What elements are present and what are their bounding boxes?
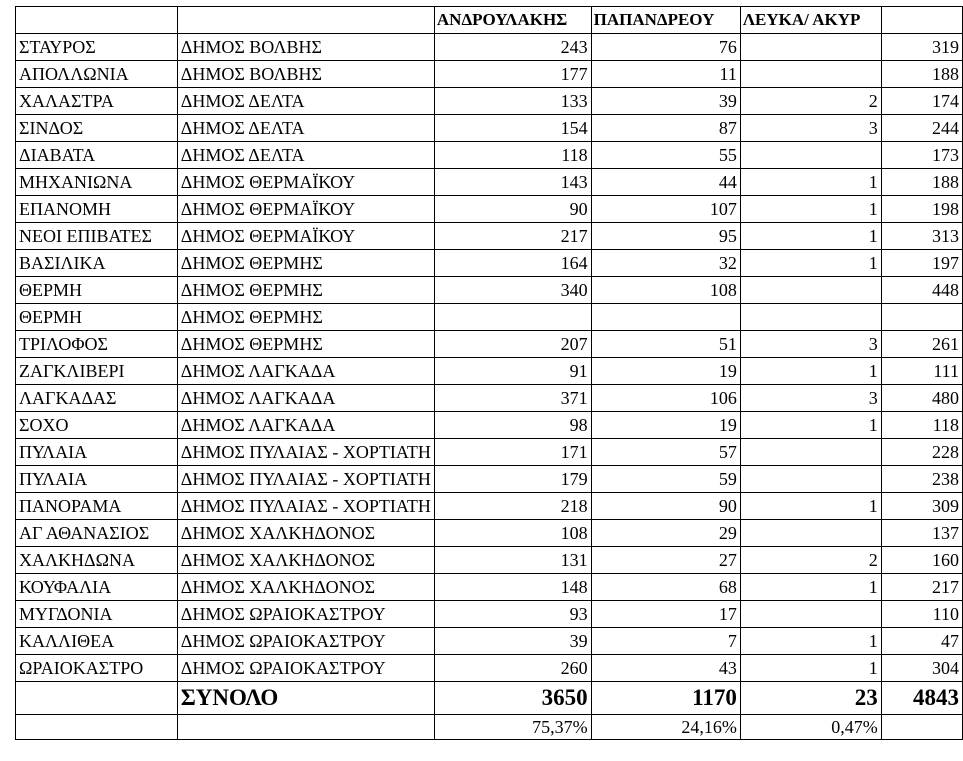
cell-total: 319 bbox=[881, 34, 962, 61]
totals-empty bbox=[16, 682, 178, 715]
cell-place: ΕΠΑΝΟΜΗ bbox=[16, 196, 178, 223]
pct-blank: 0,47% bbox=[740, 715, 881, 740]
header-androulakis: ΑΝΔΡΟΥΛΑΚΗΣ bbox=[434, 7, 591, 34]
cell-blank bbox=[740, 439, 881, 466]
table-row bbox=[16, 385, 963, 412]
cell-place: ΔΙΑΒΑΤΑ bbox=[16, 142, 178, 169]
cell-municipality: ΔΗΜΟΣ ΠΥΛΑΙΑΣ - ΧΟΡΤΙΑΤΗ bbox=[177, 466, 434, 493]
cell-androulakis: 217 bbox=[434, 223, 591, 250]
cell-papandreou: 19 bbox=[591, 358, 740, 385]
cell-place: ΜΗΧΑΝΙΩΝΑ bbox=[16, 169, 178, 196]
cell-place: ΧΑΛΚΗΔΩΝΑ bbox=[16, 547, 178, 574]
totals-papandreou: 1170 bbox=[591, 682, 740, 715]
cell-blank: 1 bbox=[740, 655, 881, 682]
cell-total: 137 bbox=[881, 520, 962, 547]
cell-place: ΑΠΟΛΛΩΝΙΑ bbox=[16, 61, 178, 88]
cell-total: 238 bbox=[881, 466, 962, 493]
cell-androulakis: 39 bbox=[434, 628, 591, 655]
table-row bbox=[16, 601, 963, 628]
cell-blank: 1 bbox=[740, 250, 881, 277]
cell-municipality: ΔΗΜΟΣ ΩΡΑΙΟΚΑΣΤΡΟΥ bbox=[177, 655, 434, 682]
cell-total: 110 bbox=[881, 601, 962, 628]
cell-androulakis: 143 bbox=[434, 169, 591, 196]
cell-papandreou: 90 bbox=[591, 493, 740, 520]
table-row bbox=[16, 223, 963, 250]
pct-empty-2 bbox=[177, 715, 434, 740]
cell-total: 174 bbox=[881, 88, 962, 115]
cell-blank: 3 bbox=[740, 385, 881, 412]
cell-municipality: ΔΗΜΟΣ ΘΕΡΜΗΣ bbox=[177, 304, 434, 331]
results-table bbox=[15, 6, 963, 740]
cell-papandreou: 11 bbox=[591, 61, 740, 88]
cell-place: ΛΑΓΚΑΔΑΣ bbox=[16, 385, 178, 412]
cell-androulakis: 340 bbox=[434, 277, 591, 304]
cell-place: ΜΥΓΔΟΝΙΑ bbox=[16, 601, 178, 628]
table-row bbox=[16, 61, 963, 88]
cell-municipality: ΔΗΜΟΣ ΒΟΛΒΗΣ bbox=[177, 34, 434, 61]
header-place bbox=[16, 7, 178, 34]
cell-place: ΣΤΑΥΡΟΣ bbox=[16, 34, 178, 61]
cell-municipality: ΔΗΜΟΣ ΘΕΡΜΑΪΚΟΥ bbox=[177, 223, 434, 250]
cell-place: ΠΥΛΑΙΑ bbox=[16, 439, 178, 466]
cell-papandreou: 95 bbox=[591, 223, 740, 250]
cell-municipality: ΔΗΜΟΣ ΧΑΛΚΗΔΟΝΟΣ bbox=[177, 547, 434, 574]
cell-blank: 2 bbox=[740, 88, 881, 115]
cell-blank: 1 bbox=[740, 196, 881, 223]
cell-blank: 3 bbox=[740, 331, 881, 358]
cell-place: ΣΙΝΔΟΣ bbox=[16, 115, 178, 142]
cell-place: ΚΑΛΛΙΘΕΑ bbox=[16, 628, 178, 655]
cell-place: ΩΡΑΙΟΚΑΣΤΡΟ bbox=[16, 655, 178, 682]
cell-papandreou: 55 bbox=[591, 142, 740, 169]
cell-papandreou: 76 bbox=[591, 34, 740, 61]
table-row bbox=[16, 628, 963, 655]
cell-municipality: ΔΗΜΟΣ ΔΕΛΤΑ bbox=[177, 142, 434, 169]
cell-androulakis: 90 bbox=[434, 196, 591, 223]
table-row bbox=[16, 142, 963, 169]
totals-androulakis: 3650 bbox=[434, 682, 591, 715]
header-municipality bbox=[177, 7, 434, 34]
cell-municipality: ΔΗΜΟΣ ΒΟΛΒΗΣ bbox=[177, 61, 434, 88]
cell-total: 244 bbox=[881, 115, 962, 142]
table-row bbox=[16, 115, 963, 142]
cell-place: ΣΟΧΟ bbox=[16, 412, 178, 439]
header-total bbox=[881, 7, 962, 34]
cell-androulakis: 260 bbox=[434, 655, 591, 682]
cell-androulakis: 243 bbox=[434, 34, 591, 61]
cell-place: ΒΑΣΙΛΙΚΑ bbox=[16, 250, 178, 277]
cell-androulakis: 154 bbox=[434, 115, 591, 142]
cell-municipality: ΔΗΜΟΣ ΘΕΡΜΑΪΚΟΥ bbox=[177, 196, 434, 223]
cell-papandreou: 51 bbox=[591, 331, 740, 358]
cell-blank: 1 bbox=[740, 358, 881, 385]
cell-androulakis: 207 bbox=[434, 331, 591, 358]
cell-total: 111 bbox=[881, 358, 962, 385]
cell-total bbox=[881, 304, 962, 331]
cell-municipality: ΔΗΜΟΣ ΠΥΛΑΙΑΣ - ΧΟΡΤΙΑΤΗ bbox=[177, 493, 434, 520]
cell-androulakis: 371 bbox=[434, 385, 591, 412]
cell-total: 188 bbox=[881, 169, 962, 196]
cell-total: 217 bbox=[881, 574, 962, 601]
table-row bbox=[16, 466, 963, 493]
cell-blank: 1 bbox=[740, 412, 881, 439]
table-row bbox=[16, 250, 963, 277]
cell-androulakis: 131 bbox=[434, 547, 591, 574]
cell-municipality: ΔΗΜΟΣ ΘΕΡΜΗΣ bbox=[177, 331, 434, 358]
pct-empty-1 bbox=[16, 715, 178, 740]
cell-blank: 1 bbox=[740, 223, 881, 250]
cell-municipality: ΔΗΜΟΣ ΔΕΛΤΑ bbox=[177, 88, 434, 115]
cell-androulakis: 98 bbox=[434, 412, 591, 439]
cell-blank: 3 bbox=[740, 115, 881, 142]
header-blank-invalid: ΛΕΥΚΑ/ ΑΚΥΡ bbox=[740, 7, 881, 34]
cell-papandreou: 27 bbox=[591, 547, 740, 574]
cell-blank bbox=[740, 61, 881, 88]
cell-municipality: ΔΗΜΟΣ ΘΕΡΜΑΪΚΟΥ bbox=[177, 169, 434, 196]
cell-androulakis: 108 bbox=[434, 520, 591, 547]
cell-papandreou: 108 bbox=[591, 277, 740, 304]
cell-papandreou: 87 bbox=[591, 115, 740, 142]
table-row bbox=[16, 358, 963, 385]
cell-blank: 1 bbox=[740, 493, 881, 520]
cell-municipality: ΔΗΜΟΣ ΩΡΑΙΟΚΑΣΤΡΟΥ bbox=[177, 628, 434, 655]
cell-papandreou: 68 bbox=[591, 574, 740, 601]
cell-total: 198 bbox=[881, 196, 962, 223]
totals-label: ΣΥΝΟΛΟ bbox=[177, 682, 434, 715]
cell-androulakis: 93 bbox=[434, 601, 591, 628]
cell-municipality: ΔΗΜΟΣ ΧΑΛΚΗΔΟΝΟΣ bbox=[177, 574, 434, 601]
cell-papandreou: 7 bbox=[591, 628, 740, 655]
cell-municipality: ΔΗΜΟΣ ΔΕΛΤΑ bbox=[177, 115, 434, 142]
cell-municipality: ΔΗΜΟΣ ΩΡΑΙΟΚΑΣΤΡΟΥ bbox=[177, 601, 434, 628]
cell-androulakis: 118 bbox=[434, 142, 591, 169]
cell-androulakis: 179 bbox=[434, 466, 591, 493]
cell-place: ΚΟΥΦΑΛΙΑ bbox=[16, 574, 178, 601]
cell-total: 47 bbox=[881, 628, 962, 655]
cell-total: 173 bbox=[881, 142, 962, 169]
cell-androulakis: 91 bbox=[434, 358, 591, 385]
cell-total: 197 bbox=[881, 250, 962, 277]
cell-papandreou: 43 bbox=[591, 655, 740, 682]
totals-total: 4843 bbox=[881, 682, 962, 715]
cell-blank bbox=[740, 34, 881, 61]
cell-blank: 1 bbox=[740, 574, 881, 601]
cell-total: 480 bbox=[881, 385, 962, 412]
table-row bbox=[16, 412, 963, 439]
cell-papandreou: 29 bbox=[591, 520, 740, 547]
cell-androulakis: 171 bbox=[434, 439, 591, 466]
cell-blank: 1 bbox=[740, 628, 881, 655]
vote-results-sheet bbox=[15, 6, 963, 740]
table-row bbox=[16, 304, 963, 331]
table-row bbox=[16, 493, 963, 520]
cell-blank bbox=[740, 304, 881, 331]
cell-papandreou: 19 bbox=[591, 412, 740, 439]
cell-total: 261 bbox=[881, 331, 962, 358]
cell-papandreou: 106 bbox=[591, 385, 740, 412]
cell-place: ΝΕΟΙ ΕΠΙΒΑΤΕΣ bbox=[16, 223, 178, 250]
cell-papandreou: 57 bbox=[591, 439, 740, 466]
totals-blank: 23 bbox=[740, 682, 881, 715]
table-row bbox=[16, 655, 963, 682]
table-row bbox=[16, 574, 963, 601]
totals-row bbox=[16, 682, 963, 715]
cell-municipality: ΔΗΜΟΣ ΧΑΛΚΗΔΟΝΟΣ bbox=[177, 520, 434, 547]
table-row bbox=[16, 439, 963, 466]
cell-municipality: ΔΗΜΟΣ ΛΑΓΚΑΔΑ bbox=[177, 412, 434, 439]
cell-papandreou bbox=[591, 304, 740, 331]
cell-place: ΠΥΛΑΙΑ bbox=[16, 466, 178, 493]
table-row bbox=[16, 34, 963, 61]
cell-total: 448 bbox=[881, 277, 962, 304]
cell-papandreou: 44 bbox=[591, 169, 740, 196]
cell-municipality: ΔΗΜΟΣ ΛΑΓΚΑΔΑ bbox=[177, 358, 434, 385]
cell-total: 118 bbox=[881, 412, 962, 439]
cell-blank bbox=[740, 142, 881, 169]
cell-papandreou: 59 bbox=[591, 466, 740, 493]
cell-municipality: ΔΗΜΟΣ ΠΥΛΑΙΑΣ - ΧΟΡΤΙΑΤΗ bbox=[177, 439, 434, 466]
cell-blank: 2 bbox=[740, 547, 881, 574]
cell-papandreou: 107 bbox=[591, 196, 740, 223]
cell-total: 313 bbox=[881, 223, 962, 250]
table-row bbox=[16, 520, 963, 547]
table-row bbox=[16, 277, 963, 304]
cell-blank bbox=[740, 466, 881, 493]
percentages-row bbox=[16, 715, 963, 740]
table-row bbox=[16, 331, 963, 358]
cell-place: ΑΓ ΑΘΑΝΑΣΙΟΣ bbox=[16, 520, 178, 547]
cell-total: 228 bbox=[881, 439, 962, 466]
cell-papandreou: 39 bbox=[591, 88, 740, 115]
cell-blank bbox=[740, 520, 881, 547]
pct-empty-3 bbox=[881, 715, 962, 740]
cell-place: ΖΑΓΚΛΙΒΕΡΙ bbox=[16, 358, 178, 385]
cell-municipality: ΔΗΜΟΣ ΛΑΓΚΑΔΑ bbox=[177, 385, 434, 412]
header-row bbox=[16, 7, 963, 34]
cell-blank bbox=[740, 601, 881, 628]
results-rows bbox=[16, 34, 963, 682]
table-row bbox=[16, 196, 963, 223]
table-row bbox=[16, 547, 963, 574]
table-row bbox=[16, 169, 963, 196]
cell-papandreou: 32 bbox=[591, 250, 740, 277]
header-papandreou: ΠΑΠΑΝΔΡΕΟΥ bbox=[591, 7, 740, 34]
cell-place: ΧΑΛΑΣΤΡΑ bbox=[16, 88, 178, 115]
cell-total: 160 bbox=[881, 547, 962, 574]
cell-total: 304 bbox=[881, 655, 962, 682]
cell-papandreou: 17 bbox=[591, 601, 740, 628]
cell-municipality: ΔΗΜΟΣ ΘΕΡΜΗΣ bbox=[177, 277, 434, 304]
cell-blank: 1 bbox=[740, 169, 881, 196]
cell-place: ΘΕΡΜΗ bbox=[16, 277, 178, 304]
cell-place: ΤΡΙΛΟΦΟΣ bbox=[16, 331, 178, 358]
pct-papandreou: 24,16% bbox=[591, 715, 740, 740]
cell-place: ΠΑΝΟΡΑΜΑ bbox=[16, 493, 178, 520]
cell-androulakis: 177 bbox=[434, 61, 591, 88]
cell-androulakis bbox=[434, 304, 591, 331]
cell-androulakis: 164 bbox=[434, 250, 591, 277]
pct-androulakis: 75,37% bbox=[434, 715, 591, 740]
cell-blank bbox=[740, 277, 881, 304]
cell-total: 188 bbox=[881, 61, 962, 88]
cell-androulakis: 148 bbox=[434, 574, 591, 601]
cell-total: 309 bbox=[881, 493, 962, 520]
cell-androulakis: 133 bbox=[434, 88, 591, 115]
cell-place: ΘΕΡΜΗ bbox=[16, 304, 178, 331]
cell-municipality: ΔΗΜΟΣ ΘΕΡΜΗΣ bbox=[177, 250, 434, 277]
cell-androulakis: 218 bbox=[434, 493, 591, 520]
table-row bbox=[16, 88, 963, 115]
